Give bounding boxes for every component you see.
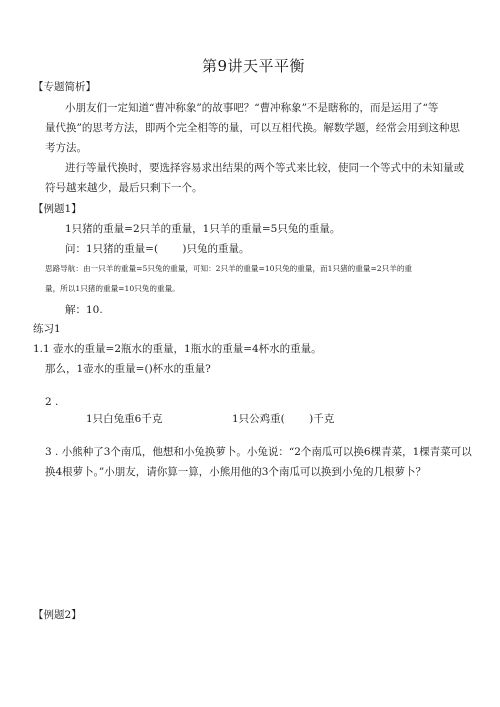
practice-1-q2-right: 1只公鸡重( )千克	[232, 413, 335, 425]
section-header-example-2: 【例题2】	[33, 609, 82, 621]
practice-1-q1-line-2: 那么，1壶水的重量=()杯水的重量?	[45, 363, 211, 375]
practice-1-q2-left: 1只白兔重6千克	[86, 413, 163, 425]
intro-paragraph-1-line-3: 考方法。	[45, 142, 87, 154]
section-header-practice-1: 练习1	[33, 323, 61, 335]
example-1-answer: 解：10.	[65, 304, 103, 316]
practice-1-q2-number: 2 .	[45, 396, 59, 408]
section-header-example-1: 【例题1】	[33, 203, 82, 215]
intro-paragraph-1-line-1: 小朋友们一定知道“曹冲称象”的故事吧？“曹冲称象”不是瞎称的，而是运用了“等	[65, 102, 439, 114]
example-1-hint-line-2: 量，所以1只猪的重量=10只兔的重量。	[45, 284, 180, 293]
practice-1-q3-line-2: 换4根萝卜。”小朋友，请你算一算，小熊用他的3个南瓜可以换到小兔的几根萝卜？	[45, 466, 426, 478]
example-1-hint-line-1: 思路导航：由一只羊的重量=5只兔的重量，可知：2只羊的重量=10只兔的重量，而1只猪的重量=2只羊的重	[45, 264, 413, 273]
section-header-analysis: 【专题简析】	[33, 81, 96, 93]
practice-1-q3-line-1: 3 . 小熊种了3个南瓜，他想和小兔换萝卜。小兔说：“2个南瓜可以换6棵青菜，1棵青菜可以	[45, 446, 472, 458]
intro-paragraph-1-line-2: 量代换”的思考方法，即两个完全相等的量，可以互相代换。解数学题，经常会用到这种思	[45, 122, 460, 134]
intro-paragraph-2-line-2: 符号越来越少，最后只剩下一个。	[45, 182, 203, 194]
practice-1-q1-line-1: 1.1 壶水的重量=2瓶水的重量，1瓶水的重量=4杯水的重量。	[33, 343, 322, 355]
page-title: 第9讲天平平衡	[202, 57, 306, 75]
example-1-statement: 1只猪的重量=2只羊的重量，1只羊的重量=5只兔的重量。	[65, 223, 341, 235]
example-1-question: 问：1只猪的重量=( )只兔的重量。	[65, 243, 250, 255]
intro-paragraph-2-line-1: 进行等量代换时，要选择容易求出结果的两个等式来比较，使同一个等式中的未知量或	[65, 162, 464, 174]
